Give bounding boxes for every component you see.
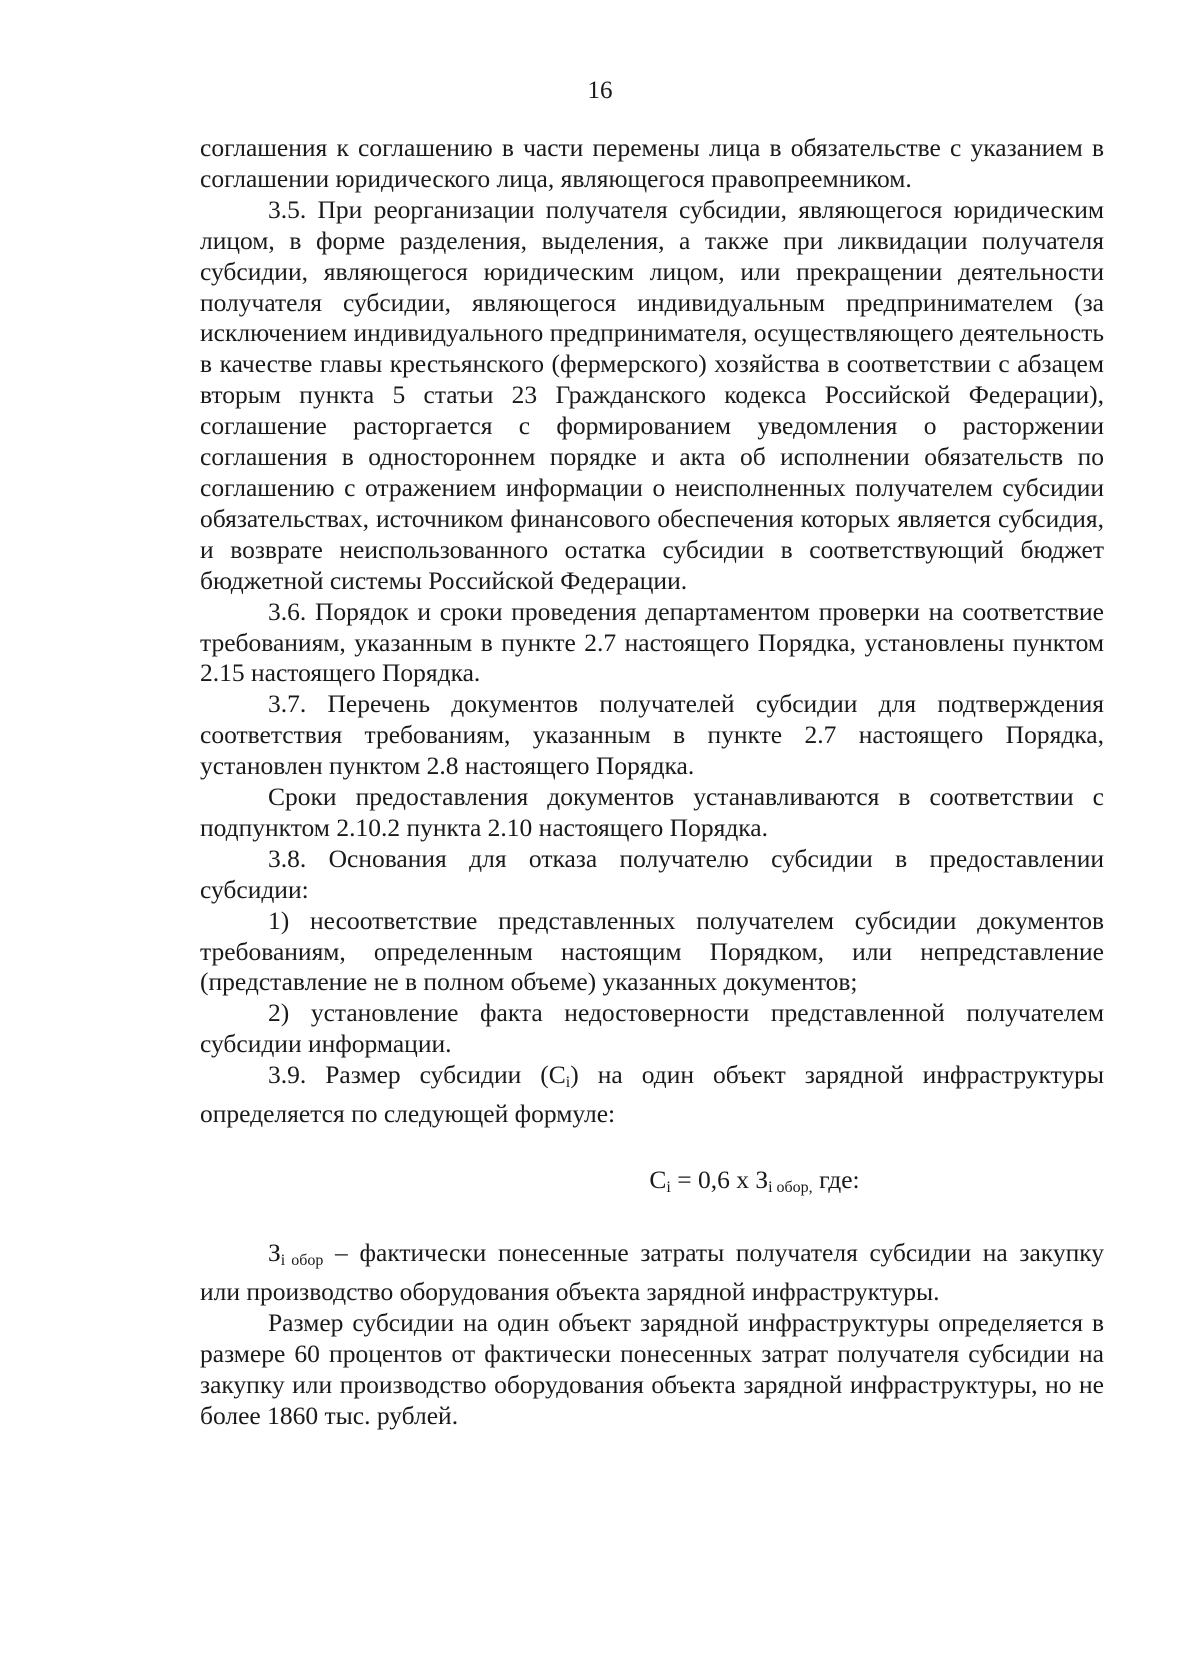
paragraph-continuation: соглашения к соглашению в части перемены лица в обязательстве с указанием в соглашении юридического лица, являющегося правопреемником. (200, 133, 1104, 193)
paragraph-reason-2: 2) установление факта недостоверности представленной получателем субсидии информации. (200, 998, 1104, 1059)
p39-before: 3.9. Размер субсидии (C (268, 1060, 566, 1090)
paragraph-reason-1: 1) несоответствие представленных получателем субсидии документов требованиям, определенным настоящим Порядком, или непредставление (представление не в полном объеме) указанных документов; (200, 905, 1104, 997)
paragraph-deadlines: Сроки предоставления документов устанавливаются в соответствии с подпунктом 2.10.2 пункта 2.10 настоящего Порядка. (200, 782, 1104, 842)
document-body (200, 133, 1104, 1431)
formula-definition (200, 1238, 1104, 1308)
p39-after: ) на один объект зарядной инфраструктуры определяется по следующей формуле: (200, 1060, 1104, 1129)
paragraph-3-7: 3.7. Перечень документов получателей субсидии для подтверждения соответствия требованиям, указанным в пункте 2.7 настоящего Порядка, установлен пунктом 2.8 настоящего Порядка. (200, 689, 1104, 781)
definition-symbol: З (268, 1238, 281, 1267)
paragraph-3-8: 3.8. Основания для отказа получателю субсидии в предоставлении субсидии: (200, 843, 1104, 904)
page-number: 16 (587, 77, 613, 104)
definition-text: – фактически понесенные затраты получателя субсидии на закупку или производство оборудования объекта зарядной инфраструктуры. (200, 1238, 1104, 1306)
paragraph-subsidy-size: Размер субсидии на один объект зарядной инфраструктуры определяется в размере 60 процентов от фактически понесенных затрат получателя субсидии на закупку или производство оборудования объекта зарядной инфраструктуры, но не более 1860 тыс. рублей. (200, 1307, 1104, 1430)
subsidy-formula (200, 1164, 1104, 1204)
paragraph-3-9 (200, 1060, 1104, 1130)
paragraph-3-6: 3.6. Порядок и сроки проведения департаментом проверки на соответствие требованиям, указанным в пункте 2.7 настоящего Порядка, установлены пунктом 2.15 настоящего Порядка. (200, 596, 1104, 688)
paragraph-3-5: 3.5. При реорганизации получателя субсидии, являющегося юридическим лицом, в форме разделения, выделения, а также при ликвидации получателя субсидии, являющегося юридическим лицом, или прекращении деятельности получателя субсидии, являющегося индивидуальным предпринимателем (за исключением индивидуального предпринимателя, осуществляющего деятельность в качестве главы крестьянского (фермерского) хозяйства в соответствии с абзацем вторым пункта 5 статьи 23 Гражданского кодекса Российской Федерации), соглашение расторгается с формированием уведомления о расторжении соглашения в одностороннем порядке и акта об исполнении обязательств по соглашению с отражением информации о неисполненных получателем субсидии обязательствах, источником финансового обеспечения которых является субсидия, и возврате неиспользованного остатка субсидии в соответствующий бюджет бюджетной системы Российской Федерации. (200, 194, 1104, 595)
formula-mid: = 0,6 х З (670, 1165, 769, 1194)
formula-c-subscript: i (666, 1179, 671, 1196)
formula-c: C (649, 1165, 667, 1194)
formula-tail: где: (812, 1165, 860, 1194)
definition-subscript-i: i (280, 1252, 286, 1269)
formula-z-subscript: i обор, (768, 1179, 813, 1196)
p39-subscript: i (565, 1074, 571, 1092)
definition-subscript-obor: обор (291, 1252, 324, 1269)
